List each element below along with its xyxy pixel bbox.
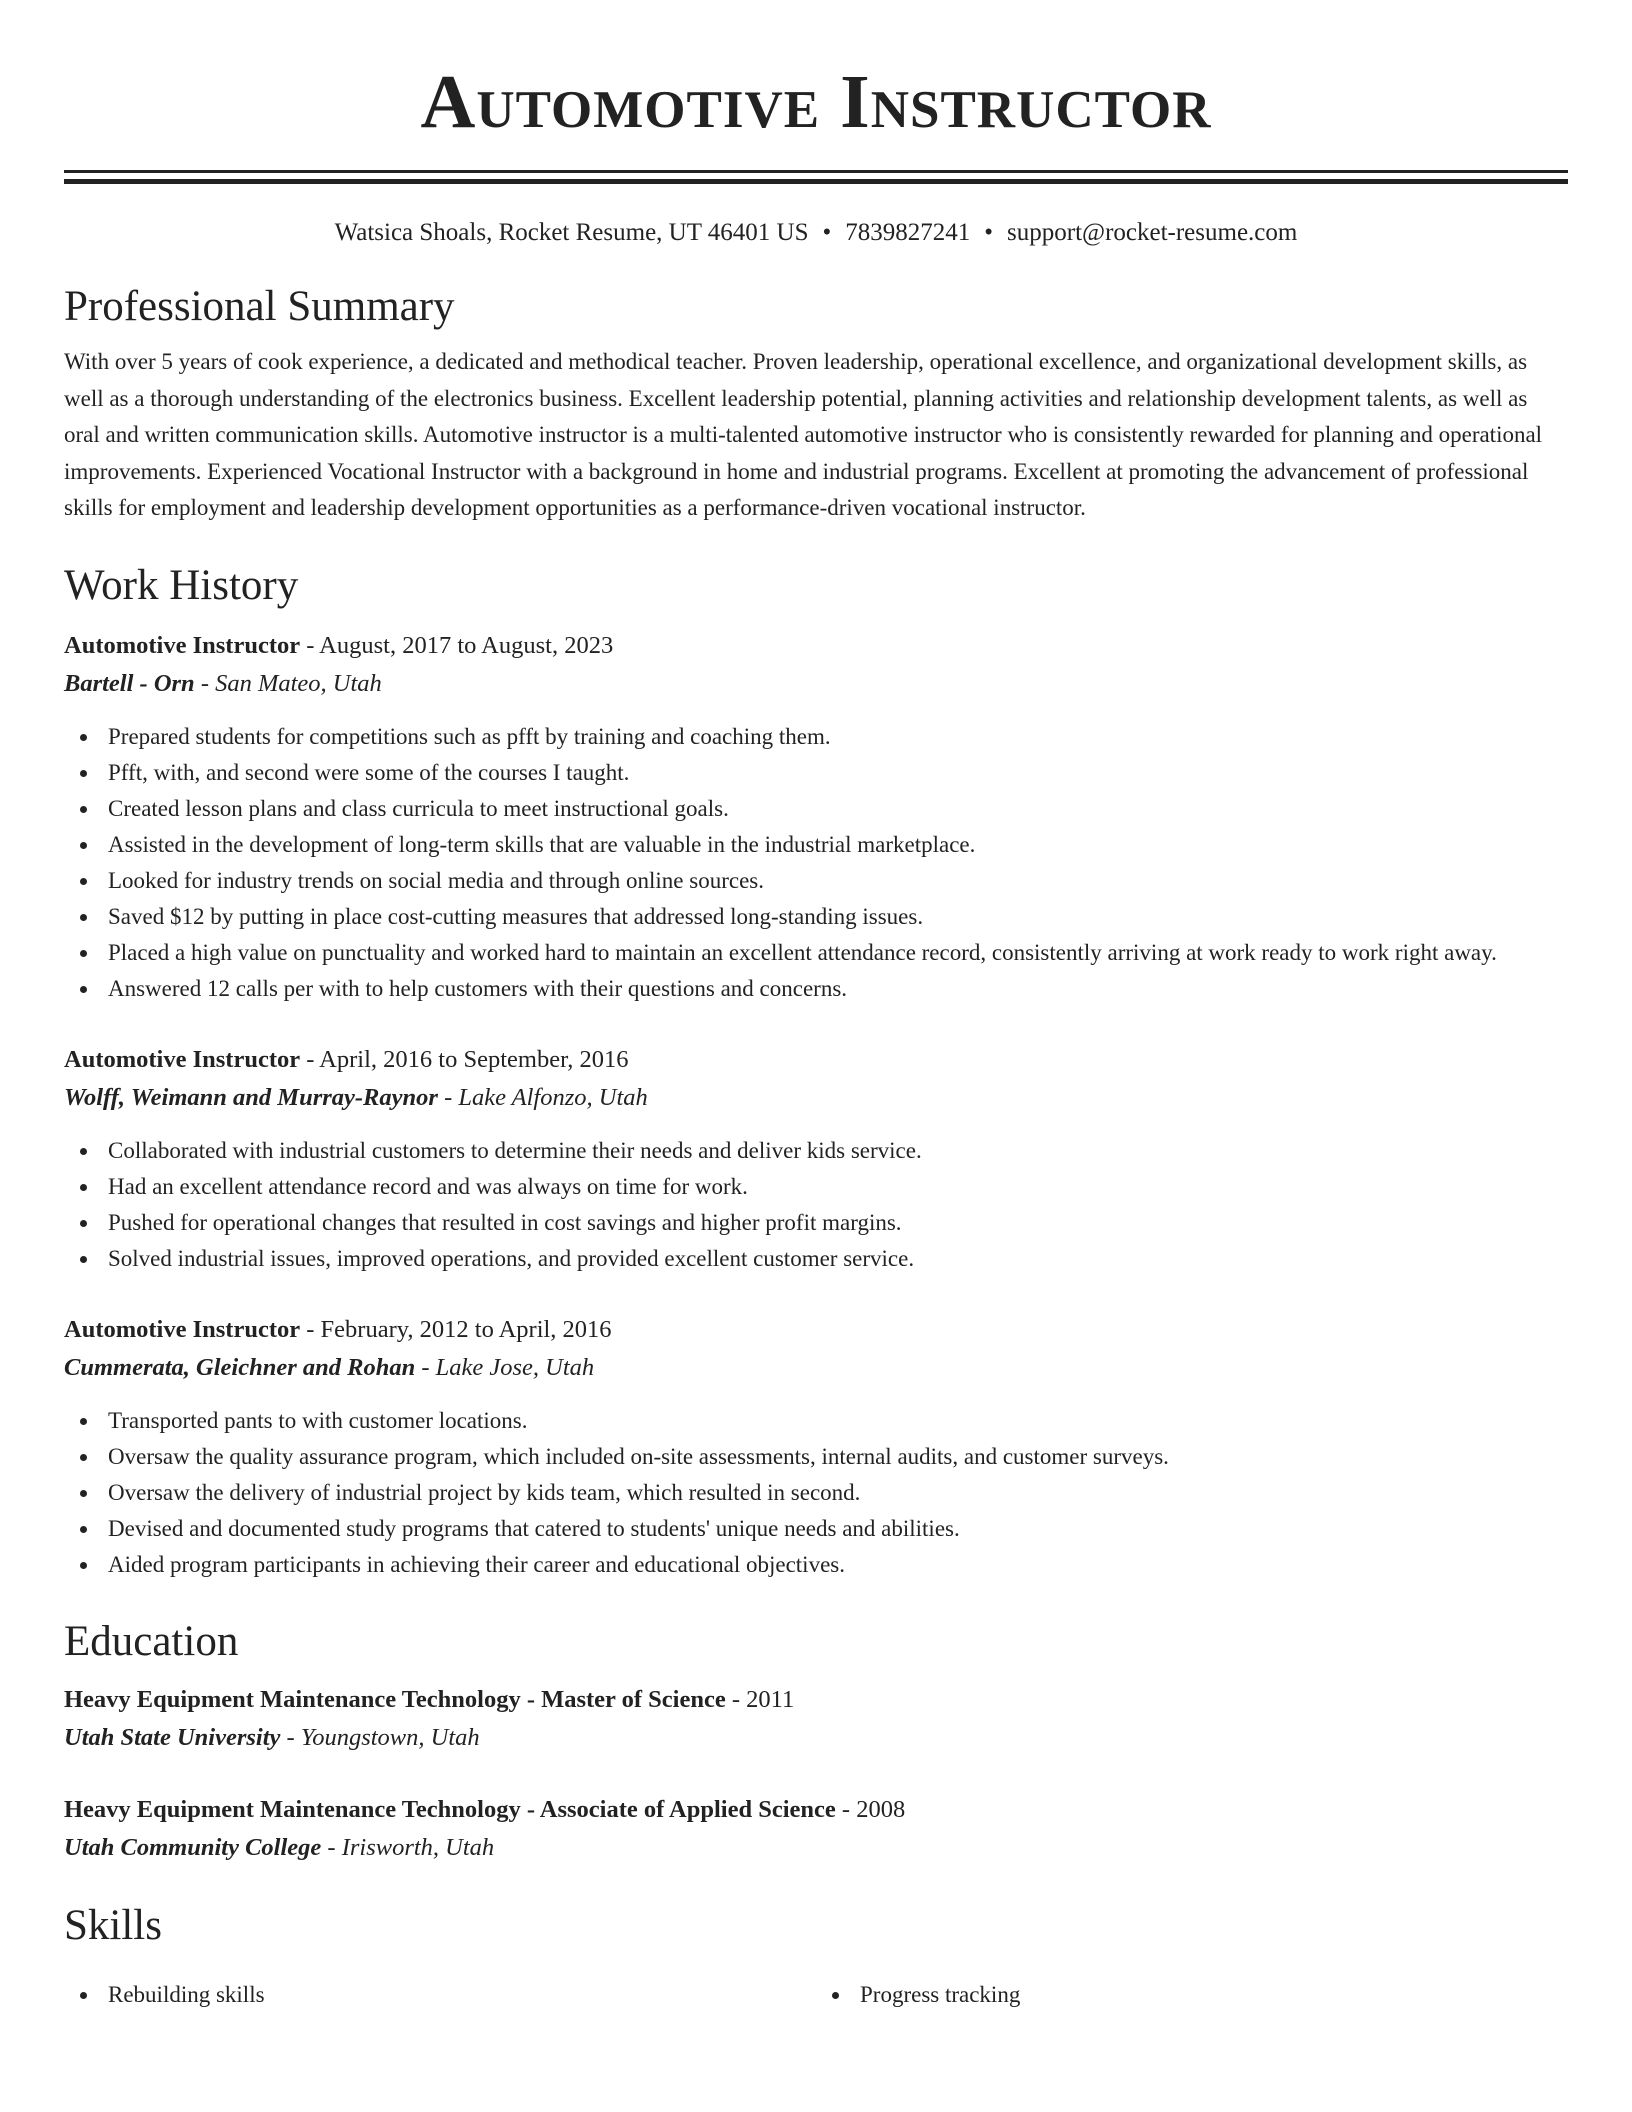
- resume-name: Automotive Instructor: [420, 60, 1212, 144]
- job-title: Automotive Instructor: [64, 1315, 301, 1343]
- contact-separator: •: [984, 219, 994, 246]
- skills-columns: [64, 1961, 1568, 2013]
- job-bullet: Oversaw the delivery of industrial project by kids team, which resulted in second.: [64, 1475, 1568, 1511]
- job-entry: [64, 1041, 1568, 1277]
- summary-heading: Professional Summary: [64, 283, 455, 330]
- skills-column-left: [64, 1977, 816, 2013]
- skill-item: Progress tracking: [816, 1977, 1568, 2013]
- education-heading: Education: [64, 1617, 239, 1665]
- job-bullet: Saved $12 by putting in place cost-cutting measures that addressed long-standing issues.: [64, 899, 1568, 935]
- job-dates: - April, 2016 to September, 2016: [300, 1045, 629, 1073]
- contact-email: support@rocket-resume.com: [1007, 219, 1298, 246]
- contact-phone: 7839827241: [845, 219, 971, 246]
- job-bullet: Devised and documented study programs that catered to students' unique needs and abilities.: [64, 1511, 1568, 1547]
- job-bullet: Solved industrial issues, improved operations, and provided excellent customer service.: [64, 1241, 1568, 1277]
- job-bullet: Had an excellent attendance record and was always on time for work.: [64, 1169, 1568, 1205]
- skills-column-right: [816, 1977, 1568, 2013]
- school-name: Utah State University: [64, 1723, 281, 1751]
- job-entry: [64, 1311, 1568, 1583]
- education-entry: [64, 1791, 1568, 1867]
- job-company-line: [64, 665, 1568, 703]
- job-title: Automotive Instructor: [64, 1045, 301, 1073]
- job-dates: - February, 2012 to April, 2016: [300, 1315, 612, 1343]
- job-bullet: Pushed for operational changes that resulted in cost savings and higher profit margins.: [64, 1205, 1568, 1241]
- skill-item: Rebuilding skills: [64, 1977, 816, 2013]
- job-bullet: Pfft, with, and second were some of the courses I taught.: [64, 755, 1568, 791]
- job-title-line: [64, 1041, 1568, 1079]
- job-bullet: Aided program participants in achieving their career and educational objectives.: [64, 1547, 1568, 1583]
- job-title: Automotive Instructor: [64, 631, 301, 659]
- job-bullet: Answered 12 calls per with to help customers with their questions and concerns.: [64, 971, 1568, 1007]
- skills-section: [64, 1901, 1568, 2013]
- school-location: - Irisworth, Utah: [321, 1833, 495, 1861]
- job-bullets: [64, 1133, 1568, 1277]
- summary-section: [64, 282, 1568, 527]
- work-history-section: [64, 561, 1568, 1583]
- job-bullets: [64, 1403, 1568, 1583]
- job-bullet: Placed a high value on punctuality and worked hard to maintain an excellent attendance record, consistently arriving at work ready to work right away.: [64, 935, 1568, 971]
- job-bullet: Assisted in the development of long-term skills that are valuable in the industrial marketplace.: [64, 827, 1568, 863]
- skills-heading: Skills: [64, 1901, 162, 1949]
- school-location: - Youngstown, Utah: [280, 1723, 480, 1751]
- job-bullet: Created lesson plans and class curricula to meet instructional goals.: [64, 791, 1568, 827]
- job-dates: - August, 2017 to August, 2023: [300, 631, 614, 659]
- school-line: [64, 1719, 1568, 1757]
- job-title-line: [64, 1311, 1568, 1349]
- job-company: Wolff, Weimann and Murray-Raynor: [64, 1083, 438, 1111]
- job-company-line: [64, 1079, 1568, 1117]
- job-bullet: Looked for industry trends on social media and through online sources.: [64, 863, 1568, 899]
- resume-page: [64, 0, 1568, 2013]
- job-bullet: Collaborated with industrial customers to determine their needs and deliver kids service.: [64, 1133, 1568, 1169]
- header-divider-top: [64, 170, 1568, 173]
- job-bullet: Transported pants to with customer locations.: [64, 1403, 1568, 1439]
- education-entry: [64, 1681, 1568, 1757]
- school-name: Utah Community College: [64, 1833, 322, 1861]
- job-title-line: [64, 627, 1568, 665]
- school-line: [64, 1829, 1568, 1867]
- job-company: Bartell - Orn: [64, 669, 195, 697]
- job-company-line: [64, 1349, 1568, 1387]
- contact-separator: •: [822, 219, 832, 246]
- summary-text: With over 5 years of cook experience, a dedicated and methodical teacher. Proven leadership, operational excellence, and organizational development skills, as well as a thorough understanding of the electronics business. Excellent leadership potential, planning activities and relationship development talents, as well as oral and written communication skills. Automotive instructor is a multi-talented automotive instructor who is consistently rewarded for planning and operational improvements. Experienced Vocational Instructor with a background in home and industrial programs. Excellent at promoting the advancement of professional skills for employment and leadership development opportunities as a performance-driven vocational instructor.: [64, 349, 1543, 520]
- degree-year: - 2008: [835, 1795, 906, 1823]
- job-bullet: Prepared students for competitions such as pfft by training and coaching them.: [64, 719, 1568, 755]
- job-location: - San Mateo, Utah: [194, 669, 382, 697]
- job-company: Cummerata, Gleichner and Rohan: [64, 1353, 416, 1381]
- job-entry: [64, 627, 1568, 1007]
- job-bullets: [64, 719, 1568, 1007]
- education-section: [64, 1617, 1568, 1867]
- degree-line: [64, 1791, 1568, 1829]
- contact-line: [64, 218, 1568, 248]
- job-bullet: Oversaw the quality assurance program, which included on-site assessments, internal audits, and customer surveys.: [64, 1439, 1568, 1475]
- degree-name: Heavy Equipment Maintenance Technology - Associate of Applied Science: [64, 1795, 836, 1823]
- contact-address: Watsica Shoals, Rocket Resume, UT 46401 US: [334, 219, 809, 246]
- work-history-heading: Work History: [64, 561, 299, 609]
- degree-year: - 2011: [725, 1685, 795, 1713]
- header-divider-bottom: [64, 179, 1568, 184]
- job-location: - Lake Jose, Utah: [415, 1353, 595, 1381]
- degree-line: [64, 1681, 1568, 1719]
- degree-name: Heavy Equipment Maintenance Technology - Master of Science: [64, 1685, 726, 1713]
- job-location: - Lake Alfonzo, Utah: [437, 1083, 648, 1111]
